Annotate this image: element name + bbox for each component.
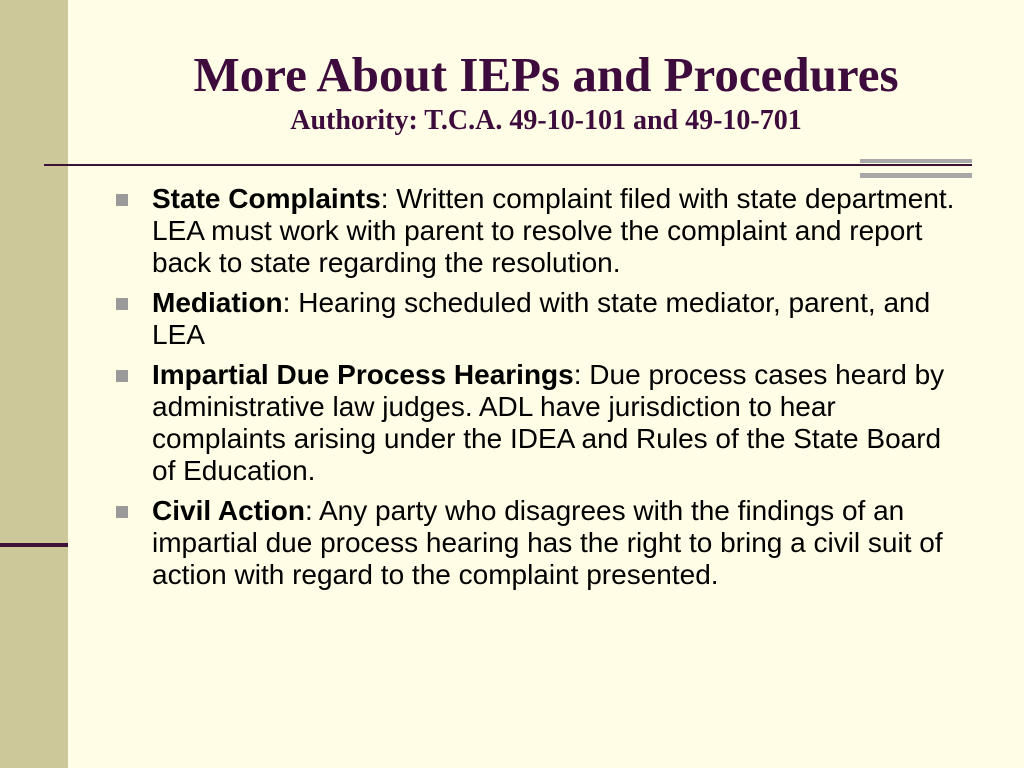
gray-rule-bottom	[860, 173, 972, 178]
bullet-term: Mediation	[152, 287, 283, 318]
bullet-mediation	[112, 287, 960, 351]
bullet-due-process-hearings	[112, 359, 960, 487]
bullet-civil-action	[112, 495, 960, 591]
title-divider-rule	[44, 164, 972, 166]
bullet-text: : Any party who disagrees with the findings of an impartial due process hearing has the right to bring a civil suit of action with regard to the complaint presented.	[152, 495, 943, 590]
title-block	[68, 46, 1024, 138]
bullet-list	[112, 183, 960, 599]
bullet-term: State Complaints	[152, 183, 381, 214]
bullet-text: : Due process cases heard by administrative law judges. ADL have jurisdiction to hear complaints arising under the IDEA and Rules of the State Board of Education.	[152, 359, 945, 486]
bullet-state-complaints	[112, 183, 960, 279]
square-bullet-icon	[116, 506, 128, 518]
left-accent-line	[0, 543, 68, 547]
left-decorative-band	[0, 0, 68, 768]
slide-title: More About IEPs and Procedures	[193, 47, 899, 102]
bullet-term: Civil Action	[152, 495, 305, 526]
square-bullet-icon	[116, 298, 128, 310]
bullet-text: : Written complaint filed with state department. LEA must work with parent to resolve the complaint and report back to state regarding the resolution.	[152, 183, 955, 278]
bullet-text: : Hearing scheduled with state mediator, parent, and LEA	[152, 287, 931, 350]
square-bullet-icon	[116, 194, 128, 206]
bullet-term: Impartial Due Process Hearings	[152, 359, 574, 390]
gray-rule-top	[860, 159, 972, 163]
slide-subtitle: Authority: T.C.A. 49-10-101 and 49-10-701	[290, 105, 802, 136]
square-bullet-icon	[116, 370, 128, 382]
